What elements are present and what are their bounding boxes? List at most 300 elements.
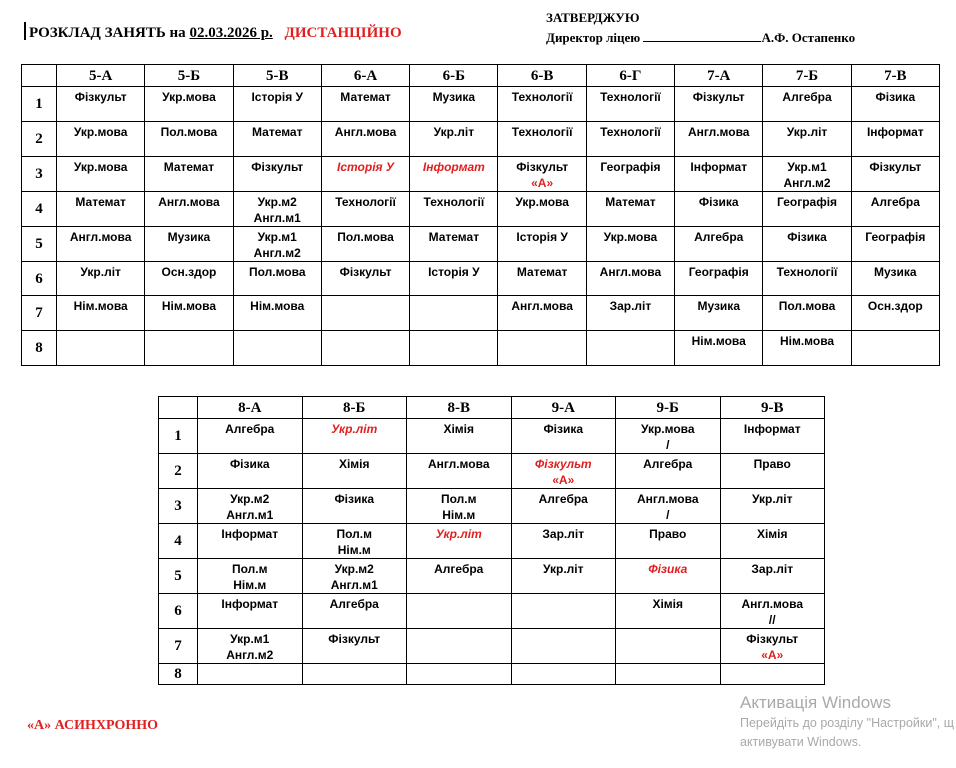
subject-label: Англ.м1: [253, 211, 301, 225]
lesson-number: 2: [22, 122, 57, 157]
lesson-cell: [407, 594, 512, 629]
lesson-row: [159, 454, 825, 489]
lesson-cell: [321, 192, 409, 227]
lesson-cell: [851, 122, 939, 157]
lesson-cell: [763, 192, 851, 227]
lesson-cell: [763, 87, 851, 122]
lesson-row: [159, 664, 825, 685]
schedule-title: [24, 22, 402, 42]
lesson-number: 8: [159, 664, 198, 685]
lesson-cell: [511, 664, 616, 685]
director-line: [546, 28, 855, 48]
lesson-row: [22, 296, 940, 331]
class-header: 6-А: [321, 65, 409, 87]
lesson-cell: [198, 489, 303, 524]
subject-label: Англ.мова: [687, 125, 750, 139]
lesson-cell: [321, 262, 409, 296]
lesson-cell: [851, 331, 939, 366]
director-label: Директор ліцею: [546, 30, 641, 45]
subject-label: Укр.мова: [162, 90, 216, 104]
lesson-number: 8: [22, 331, 57, 366]
lesson-cell: [498, 192, 586, 227]
subject-label: Географія: [865, 230, 926, 244]
lesson-cell: [675, 157, 763, 192]
lesson-cell: [57, 192, 145, 227]
watermark-title: Активація Windows: [740, 693, 891, 712]
class-header: 9-Б: [616, 397, 721, 419]
lesson-cell: [57, 331, 145, 366]
lesson-number: 2: [159, 454, 198, 489]
subject-label: //: [768, 613, 776, 627]
subject-label: Укр.літ: [542, 562, 584, 576]
subject-label: Алгебра: [694, 230, 744, 244]
lesson-cell: [198, 629, 303, 664]
lesson-cell: [586, 87, 674, 122]
lesson-cell: [720, 559, 825, 594]
subject-label: Інформат: [690, 160, 748, 174]
subject-label: Хімія: [443, 422, 475, 436]
subject-label: Нім.м: [233, 578, 267, 592]
lesson-cell: [511, 419, 616, 454]
lesson-cell: [145, 262, 233, 296]
schedule-table-grades-5-7: [21, 64, 940, 366]
approval-block: [546, 8, 855, 48]
lesson-number: 5: [22, 227, 57, 262]
lesson-cell: [511, 559, 616, 594]
lesson-cell: [57, 296, 145, 331]
subject-label: Фізкульт: [516, 160, 569, 174]
lesson-cell: [586, 296, 674, 331]
subject-label: Укр.мова: [73, 160, 128, 174]
lesson-cell: [498, 262, 586, 296]
lesson-row: [22, 87, 940, 122]
subject-label: Пол.мова: [160, 125, 218, 139]
subject-label: Музика: [432, 90, 476, 104]
lesson-cell: [145, 192, 233, 227]
lesson-cell: [763, 122, 851, 157]
lesson-row: [159, 419, 825, 454]
lesson-row: [22, 192, 940, 227]
lesson-cell: [763, 157, 851, 192]
lesson-cell: [233, 331, 321, 366]
subject-label: Англ.м1: [330, 578, 378, 592]
lesson-cell: [616, 419, 721, 454]
subject-label: Англ.мова: [511, 299, 573, 313]
subject-label: Укр.літ: [433, 125, 475, 139]
lesson-number: 4: [159, 524, 198, 559]
lesson-cell: [616, 664, 721, 685]
lesson-row: [22, 262, 940, 296]
subject-label: Математ: [605, 195, 656, 209]
approval-title: ЗАТВЕРДЖУЮ: [546, 10, 640, 25]
lesson-cell: [511, 629, 616, 664]
lesson-cell: [851, 157, 939, 192]
subject-label: Англ.мова: [69, 230, 132, 244]
lesson-number: 3: [159, 489, 198, 524]
subject-label: Англ.мова: [334, 125, 397, 139]
subject-label: Історія У: [251, 90, 303, 104]
lesson-cell: [616, 629, 721, 664]
subject-label: Фізкульт: [328, 632, 381, 646]
lesson-cell: [321, 157, 409, 192]
lesson-cell: [407, 629, 512, 664]
lesson-number: 7: [159, 629, 198, 664]
subject-label: Хімія: [652, 597, 684, 611]
lesson-row: [22, 331, 940, 366]
subject-label: Фізика: [543, 422, 584, 436]
lesson-cell: [302, 489, 407, 524]
subject-label: Нім.мова: [691, 334, 746, 348]
async-footnote: «А» АСИНХРОННО: [27, 718, 159, 733]
lesson-cell: [198, 559, 303, 594]
mode-label: ДИСТАНЦІЙНО: [284, 25, 402, 41]
class-header: 6-Г: [586, 65, 674, 87]
subject-label: Фізкульт: [74, 90, 127, 104]
lesson-cell: [675, 87, 763, 122]
lesson-cell: [616, 454, 721, 489]
subject-label: Зар.літ: [751, 562, 794, 576]
subject-label: Технології: [335, 195, 396, 209]
lesson-cell: [410, 262, 498, 296]
subject-label: Фізкульт: [534, 457, 592, 471]
subject-label: Англ.мова: [599, 265, 662, 279]
lesson-cell: [198, 664, 303, 685]
watermark-line: активувати Windows.: [740, 735, 862, 749]
subject-label: Зар.літ: [542, 527, 585, 541]
lesson-cell: [410, 157, 498, 192]
subject-label: Технології: [511, 90, 573, 104]
subject-label: Математ: [428, 230, 480, 244]
class-header: 7-В: [851, 65, 939, 87]
lesson-cell: [720, 454, 825, 489]
lesson-cell: [851, 262, 939, 296]
subject-label: Нім.мова: [779, 334, 835, 348]
lesson-cell: [198, 524, 303, 559]
subject-label: Пол.мова: [778, 299, 836, 313]
subject-label: Укр.м2: [257, 195, 297, 209]
lesson-cell: [321, 296, 409, 331]
lesson-cell: [851, 227, 939, 262]
title-prefix: РОЗКЛАД ЗАНЯТЬ на: [29, 25, 186, 41]
subject-label: Інформат: [866, 125, 924, 139]
lesson-cell: [410, 87, 498, 122]
lesson-cell: [675, 296, 763, 331]
lesson-cell: [407, 454, 512, 489]
subject-label: Алгебра: [434, 562, 484, 576]
subject-label: Укр.літ: [786, 125, 828, 139]
lesson-cell: [321, 331, 409, 366]
lesson-cell: [198, 419, 303, 454]
lesson-cell: [851, 192, 939, 227]
lesson-cell: [763, 227, 851, 262]
subject-label: Історія У: [516, 230, 568, 244]
class-header: 5-Б: [145, 65, 233, 87]
lesson-cell: [145, 122, 233, 157]
class-header: 6-В: [498, 65, 586, 87]
subject-label: Технології: [600, 125, 661, 139]
subject-label: Фізкульт: [869, 160, 922, 174]
lesson-cell: [57, 262, 145, 296]
lesson-cell: [145, 157, 233, 192]
lesson-cell: [410, 296, 498, 331]
lesson-cell: [145, 331, 233, 366]
lesson-cell: [233, 296, 321, 331]
lesson-cell: [302, 454, 407, 489]
lesson-cell: [720, 524, 825, 559]
subject-label: Нім.м: [337, 543, 371, 557]
subject-label: Алгебра: [782, 90, 832, 104]
subject-label: Технології: [423, 195, 485, 209]
class-header: 9-А: [511, 397, 616, 419]
lesson-cell: [302, 419, 407, 454]
lesson-cell: [720, 419, 825, 454]
subject-label: Фізкульт: [251, 160, 304, 174]
subject-label: Фізика: [875, 90, 916, 104]
subject-label: Англ.мова: [427, 457, 490, 471]
lesson-cell: [586, 192, 674, 227]
lesson-cell: [851, 296, 939, 331]
subject-label: Географія: [688, 265, 749, 279]
lesson-cell: [302, 629, 407, 664]
subject-label: Інформат: [221, 527, 279, 541]
lesson-number: 7: [22, 296, 57, 331]
corner-cell: [159, 397, 198, 419]
lesson-cell: [145, 227, 233, 262]
lesson-number: 5: [159, 559, 198, 594]
lesson-cell: [302, 664, 407, 685]
class-header: 6-Б: [410, 65, 498, 87]
lesson-cell: [57, 122, 145, 157]
subject-label: Англ.мова: [636, 492, 699, 506]
lesson-cell: [407, 524, 512, 559]
lesson-cell: [675, 192, 763, 227]
lesson-number: 6: [22, 262, 57, 296]
lesson-cell: [233, 262, 321, 296]
schedule-date: 02.03.2026 р.: [189, 25, 273, 41]
subject-label: Укр.літ: [331, 422, 378, 436]
subject-label: Інформат: [221, 597, 279, 611]
subject-label: Фізика: [698, 195, 739, 209]
lesson-cell: [675, 331, 763, 366]
lesson-cell: [407, 489, 512, 524]
lesson-cell: [410, 331, 498, 366]
class-header: 5-В: [233, 65, 321, 87]
subject-label: Історія У: [428, 265, 480, 279]
subject-label: Укр.мова: [640, 422, 695, 436]
lesson-cell: [616, 524, 721, 559]
subject-label: Алгебра: [643, 457, 693, 471]
lesson-cell: [233, 122, 321, 157]
lesson-number: 4: [22, 192, 57, 227]
lesson-cell: [145, 87, 233, 122]
class-header: 8-Б: [302, 397, 407, 419]
lesson-cell: [407, 559, 512, 594]
subject-label: Географія: [777, 195, 838, 209]
lesson-cell: [511, 489, 616, 524]
subject-label: Математ: [252, 125, 303, 139]
subject-label: Алгебра: [225, 422, 275, 436]
lesson-cell: [616, 559, 721, 594]
subject-label: Укр.мова: [73, 125, 128, 139]
lesson-cell: [57, 157, 145, 192]
lesson-cell: [233, 192, 321, 227]
director-name: А.Ф. Остапенко: [761, 30, 856, 45]
lesson-cell: [586, 157, 674, 192]
subject-label: Фізкульт: [339, 265, 392, 279]
lesson-cell: [410, 192, 498, 227]
subject-label: Фізика: [648, 562, 688, 576]
lesson-cell: [498, 87, 586, 122]
lesson-cell: [302, 559, 407, 594]
subject-label: Укр.м1: [787, 160, 827, 174]
lesson-row: [22, 227, 940, 262]
class-header: 8-В: [407, 397, 512, 419]
subject-label: Музика: [697, 299, 740, 313]
lesson-cell: [675, 227, 763, 262]
subject-label: Осн.здор: [867, 299, 923, 313]
subject-label: Нім.мова: [250, 299, 305, 313]
lesson-cell: [675, 262, 763, 296]
class-header: 7-А: [675, 65, 763, 87]
subject-label: Хімія: [756, 527, 788, 541]
subject-label: Хімія: [338, 457, 370, 471]
lesson-row: [159, 594, 825, 629]
subject-label: Пол.м: [336, 527, 372, 541]
subject-label: Осн.здор: [161, 265, 217, 279]
lesson-cell: [198, 594, 303, 629]
subject-label: Нім.м: [442, 508, 476, 522]
subject-label: Укр.м2: [334, 562, 374, 576]
lesson-cell: [498, 296, 586, 331]
class-header: 7-Б: [763, 65, 851, 87]
subject-label: Математ: [516, 265, 568, 279]
subject-label: Нім.мова: [73, 299, 128, 313]
lesson-cell: [720, 629, 825, 664]
lesson-cell: [302, 524, 407, 559]
subject-label: Фізкульт: [746, 632, 799, 646]
subject-label: Алгебра: [538, 492, 588, 506]
lesson-cell: [410, 227, 498, 262]
lesson-cell: [321, 227, 409, 262]
subject-label: Алгебра: [329, 597, 379, 611]
lesson-cell: [586, 262, 674, 296]
lesson-cell: [763, 331, 851, 366]
subject-label: Математ: [163, 160, 215, 174]
subject-label: Нім.мова: [161, 299, 217, 313]
subject-label: /: [666, 508, 670, 522]
subject-label: «А»: [761, 648, 784, 662]
lesson-cell: [321, 122, 409, 157]
lesson-cell: [851, 87, 939, 122]
lesson-cell: [302, 594, 407, 629]
subject-label: Англ.м1: [226, 508, 274, 522]
lesson-cell: [720, 664, 825, 685]
subject-label: Право: [753, 457, 791, 471]
subject-label: «А»: [531, 176, 554, 190]
subject-label: Математ: [75, 195, 126, 209]
subject-label: Укр.м2: [230, 492, 270, 506]
lesson-cell: [763, 262, 851, 296]
lesson-cell: [720, 489, 825, 524]
lesson-cell: [586, 331, 674, 366]
subject-label: Укр.мова: [515, 195, 569, 209]
lesson-number: 1: [22, 87, 57, 122]
lesson-row: [159, 489, 825, 524]
subject-label: Англ.м2: [783, 176, 831, 190]
subject-label: Фізика: [787, 230, 827, 244]
subject-label: Технології: [600, 90, 661, 104]
windows-activation-watermark: [740, 692, 954, 752]
subject-label: Зар.літ: [609, 299, 652, 313]
lesson-cell: [616, 594, 721, 629]
lesson-number: 6: [159, 594, 198, 629]
lesson-cell: [763, 296, 851, 331]
subject-label: Укр.літ: [435, 527, 482, 541]
lesson-cell: [407, 419, 512, 454]
subject-label: Інформат: [422, 160, 485, 174]
subject-label: Пол.м: [441, 492, 477, 506]
signature-line: [643, 29, 761, 42]
lesson-row: [22, 157, 940, 192]
subject-label: Укр.м1: [230, 632, 270, 646]
subject-label: Укр.м1: [257, 230, 297, 244]
lesson-cell: [57, 227, 145, 262]
subject-label: Історія У: [337, 160, 395, 174]
subject-label: Укр.мова: [603, 230, 658, 244]
subject-label: Музика: [167, 230, 211, 244]
subject-label: «А»: [552, 473, 575, 487]
lesson-cell: [498, 331, 586, 366]
lesson-cell: [233, 227, 321, 262]
subject-label: Географія: [600, 160, 661, 174]
lesson-cell: [498, 227, 586, 262]
class-header: 9-В: [720, 397, 825, 419]
lesson-cell: [321, 87, 409, 122]
subject-label: Англ.м2: [226, 648, 274, 662]
lesson-cell: [586, 227, 674, 262]
subject-label: Алгебра: [870, 195, 920, 209]
corner-cell: [22, 65, 57, 87]
subject-label: Фізика: [229, 457, 270, 471]
lesson-number: 3: [22, 157, 57, 192]
subject-label: Укр.літ: [80, 265, 121, 279]
lesson-cell: [410, 122, 498, 157]
text-cursor-bar: [24, 22, 26, 40]
lesson-number: 1: [159, 419, 198, 454]
subject-label: Англ.мова: [741, 597, 803, 611]
subject-label: Фізкульт: [692, 90, 745, 104]
lesson-cell: [145, 296, 233, 331]
lesson-cell: [233, 157, 321, 192]
subject-label: Технології: [511, 125, 573, 139]
subject-label: Фізика: [334, 492, 375, 506]
subject-label: Англ.мова: [158, 195, 220, 209]
lesson-row: [159, 559, 825, 594]
lesson-cell: [407, 664, 512, 685]
lesson-row: [159, 524, 825, 559]
lesson-cell: [616, 489, 721, 524]
subject-label: Інформат: [743, 422, 801, 436]
subject-label: /: [666, 438, 670, 452]
lesson-cell: [586, 122, 674, 157]
subject-label: Пол.м: [232, 562, 268, 576]
lesson-cell: [511, 454, 616, 489]
lesson-cell: [511, 594, 616, 629]
lesson-cell: [233, 87, 321, 122]
lesson-cell: [198, 454, 303, 489]
subject-label: Укр.літ: [751, 492, 793, 506]
lesson-row: [22, 122, 940, 157]
